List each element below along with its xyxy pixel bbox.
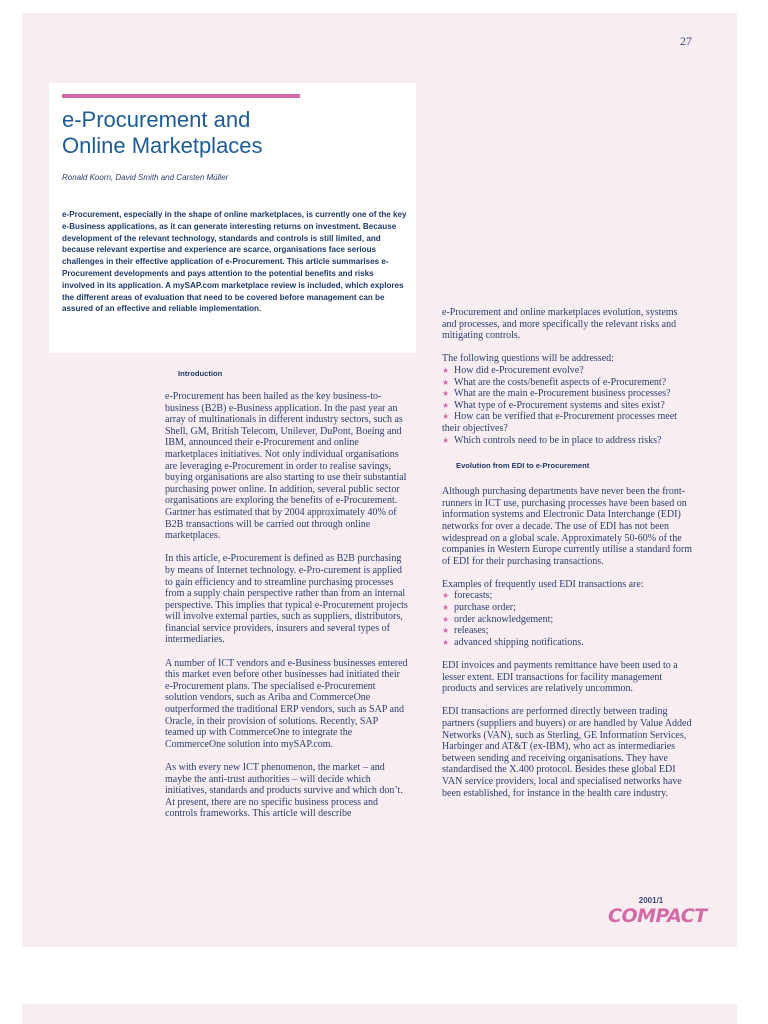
examples-lead: Examples of frequently used EDI transactions are: [442, 578, 644, 590]
list-item: ★ How did e-Procurement evolve? [442, 364, 584, 376]
list-item: ★ forecasts; [442, 590, 493, 602]
list-item: ★ What are the costs/benefit aspects of e-Procurement? [442, 376, 667, 388]
list-item: ★ releases; [442, 625, 489, 637]
paragraph: Although purchasing departments have never been the front-runners in ICT use, purchasing processes have been based on information systems and Electronic Data Interchange (EDI) networks for over a decade. The use of EDI has not been widespread on a global scale. Approximately 50-60% of the companies in Western Europe currently utilise a standard form of EDI for their purchasing transactions. [442, 486, 693, 567]
next-page-edge [22, 1004, 737, 1024]
list-item: ★ purchase order; [442, 602, 516, 614]
article-authors: Ronald Koorn, David Smith and Carsten Müller [62, 173, 229, 182]
star-bullet-icon: ★ [442, 400, 450, 410]
examples-list [442, 590, 694, 648]
compact-logo [606, 896, 707, 936]
section-heading-introduction: Introduction [178, 369, 223, 378]
article-abstract: e-Procurement, especially in the shape of online marketplaces, is currently one of the key e-Business applications, as it can generate interesting returns on investment. Because development of the relevant technology, standards and controls is still limited, and because relevant expertise and experience are scarce, organisations face serious challenges in their effective application of e-Procurement. This article summarises e-Procurement developments and pays attention to the potential benefits and risks involved in its application. A mySAP.com marketplace review is included, which explores the different areas of evaluation that need to be covered before management can be assured of an effective and reliable implementation. [62, 210, 407, 314]
list-item: ★ What are the main e-Procurement business processes? [442, 388, 671, 400]
left-column [165, 368, 408, 832]
paragraph: In this article, e-Procurement is defined as B2B purchasing by means of Internet technology. e-Pro-curement is applied to gain efficiency and to streamline purchasing processes from a supply chain perspective rather than from an internal perspective. This implies that typical e-Procurement projects will involve external parties, such as suppliers, distributors, financial service providers, insurers and several types of intermediaries. [165, 553, 408, 646]
paragraph: EDI invoices and payments remittance have been used to a lesser extent. EDI transactions for facility management products and services are relatively uncommon. [442, 660, 678, 695]
list-item: ★ How can be verified that e-Procurement processes meet their objectives? [442, 411, 677, 434]
article-title [62, 107, 382, 159]
star-bullet-icon: ★ [442, 614, 450, 624]
paragraph: A number of ICT vendors and e-Business businesses entered this market even before other businesses had initiated their e-Procurement plans. The specialised e-Procurement solution vendors, such as Ariba and CommerceOne outperformed the traditional ERP vendors, such as SAP and Oracle, in their provision of solutions. Recently, SAP teamed up with CommerceOne to integrate the CommerceOne solution into mySAP.com. [165, 657, 408, 750]
list-item: ★ advanced shipping notifications. [442, 636, 584, 648]
star-bullet-icon: ★ [442, 365, 450, 375]
star-bullet-icon: ★ [442, 626, 450, 636]
title-accent-bar [62, 94, 300, 98]
logo-wordmark: COMPACT [608, 905, 707, 927]
star-bullet-icon: ★ [442, 591, 450, 601]
right-column [442, 307, 694, 811]
logo-issue: 2001/1 [638, 896, 664, 905]
star-bullet-icon: ★ [442, 603, 450, 613]
page-number: 27 [680, 34, 692, 48]
paragraph: EDI transactions are performed directly between trading partners (suppliers and buyers) or are handled by Value Added Networks (VAN), such as Sterling, GE Information Services, Harbinger and AT&T (ex-IBM), who act as intermediaries between sending and receiving organisations. They have standardised the X.400 protocol. Besides these global EDI VAN service providers, local and specialised networks have been established, for instance in the health care industry. [442, 706, 692, 799]
star-bullet-icon: ★ [442, 412, 450, 422]
star-bullet-icon: ★ [442, 637, 450, 647]
questions-list [442, 365, 694, 446]
star-bullet-icon: ★ [442, 377, 450, 387]
title-line-2: Online Marketplaces [62, 133, 263, 158]
star-bullet-icon: ★ [442, 435, 450, 445]
list-item: ★ Which controls need to be in place to address risks? [442, 434, 662, 446]
star-bullet-icon: ★ [442, 389, 450, 399]
title-line-1: e-Procurement and [62, 107, 251, 132]
paragraph: e-Procurement and online marketplaces evolution, systems and processes, and more specifically the relevant risks and mitigating controls. [442, 307, 678, 342]
title-box [49, 83, 416, 353]
section-heading-evolution: Evolution from EDI to e-Procurement [456, 461, 590, 471]
paragraph: e-Procurement has been hailed as the key business-to-business (B2B) e-Business application. In the past year an array of multinationals in different industry sectors, such as Shell, GM, British Telecom, Unilever, DuPont, Boeing and IBM, announced their e-Procurement and online marketplaces initiatives. Not only individual organisations are leveraging e-Procurement in order to realise savings, buying organisations are also starting to use their substantial purchasing power online. In addition, several public sector organisations are exploring the benefits of e-Procurement. Gartner has estimated that by 2004 approximately 40% of B2B transactions will be carried out through online marketplaces. [165, 391, 407, 542]
list-item: ★ order acknowledgement; [442, 613, 554, 625]
questions-lead: The following questions will be addressed: [442, 353, 614, 365]
list-item: ★ What type of e-Procurement systems and sites exist? [442, 399, 665, 411]
paragraph: As with every new ICT phenomenon, the market – and maybe the anti-trust authorities – will decide which initiatives, standards and products survive and which don’t. At present, there are no specific business process and controls frameworks. This article will describe [165, 762, 403, 820]
